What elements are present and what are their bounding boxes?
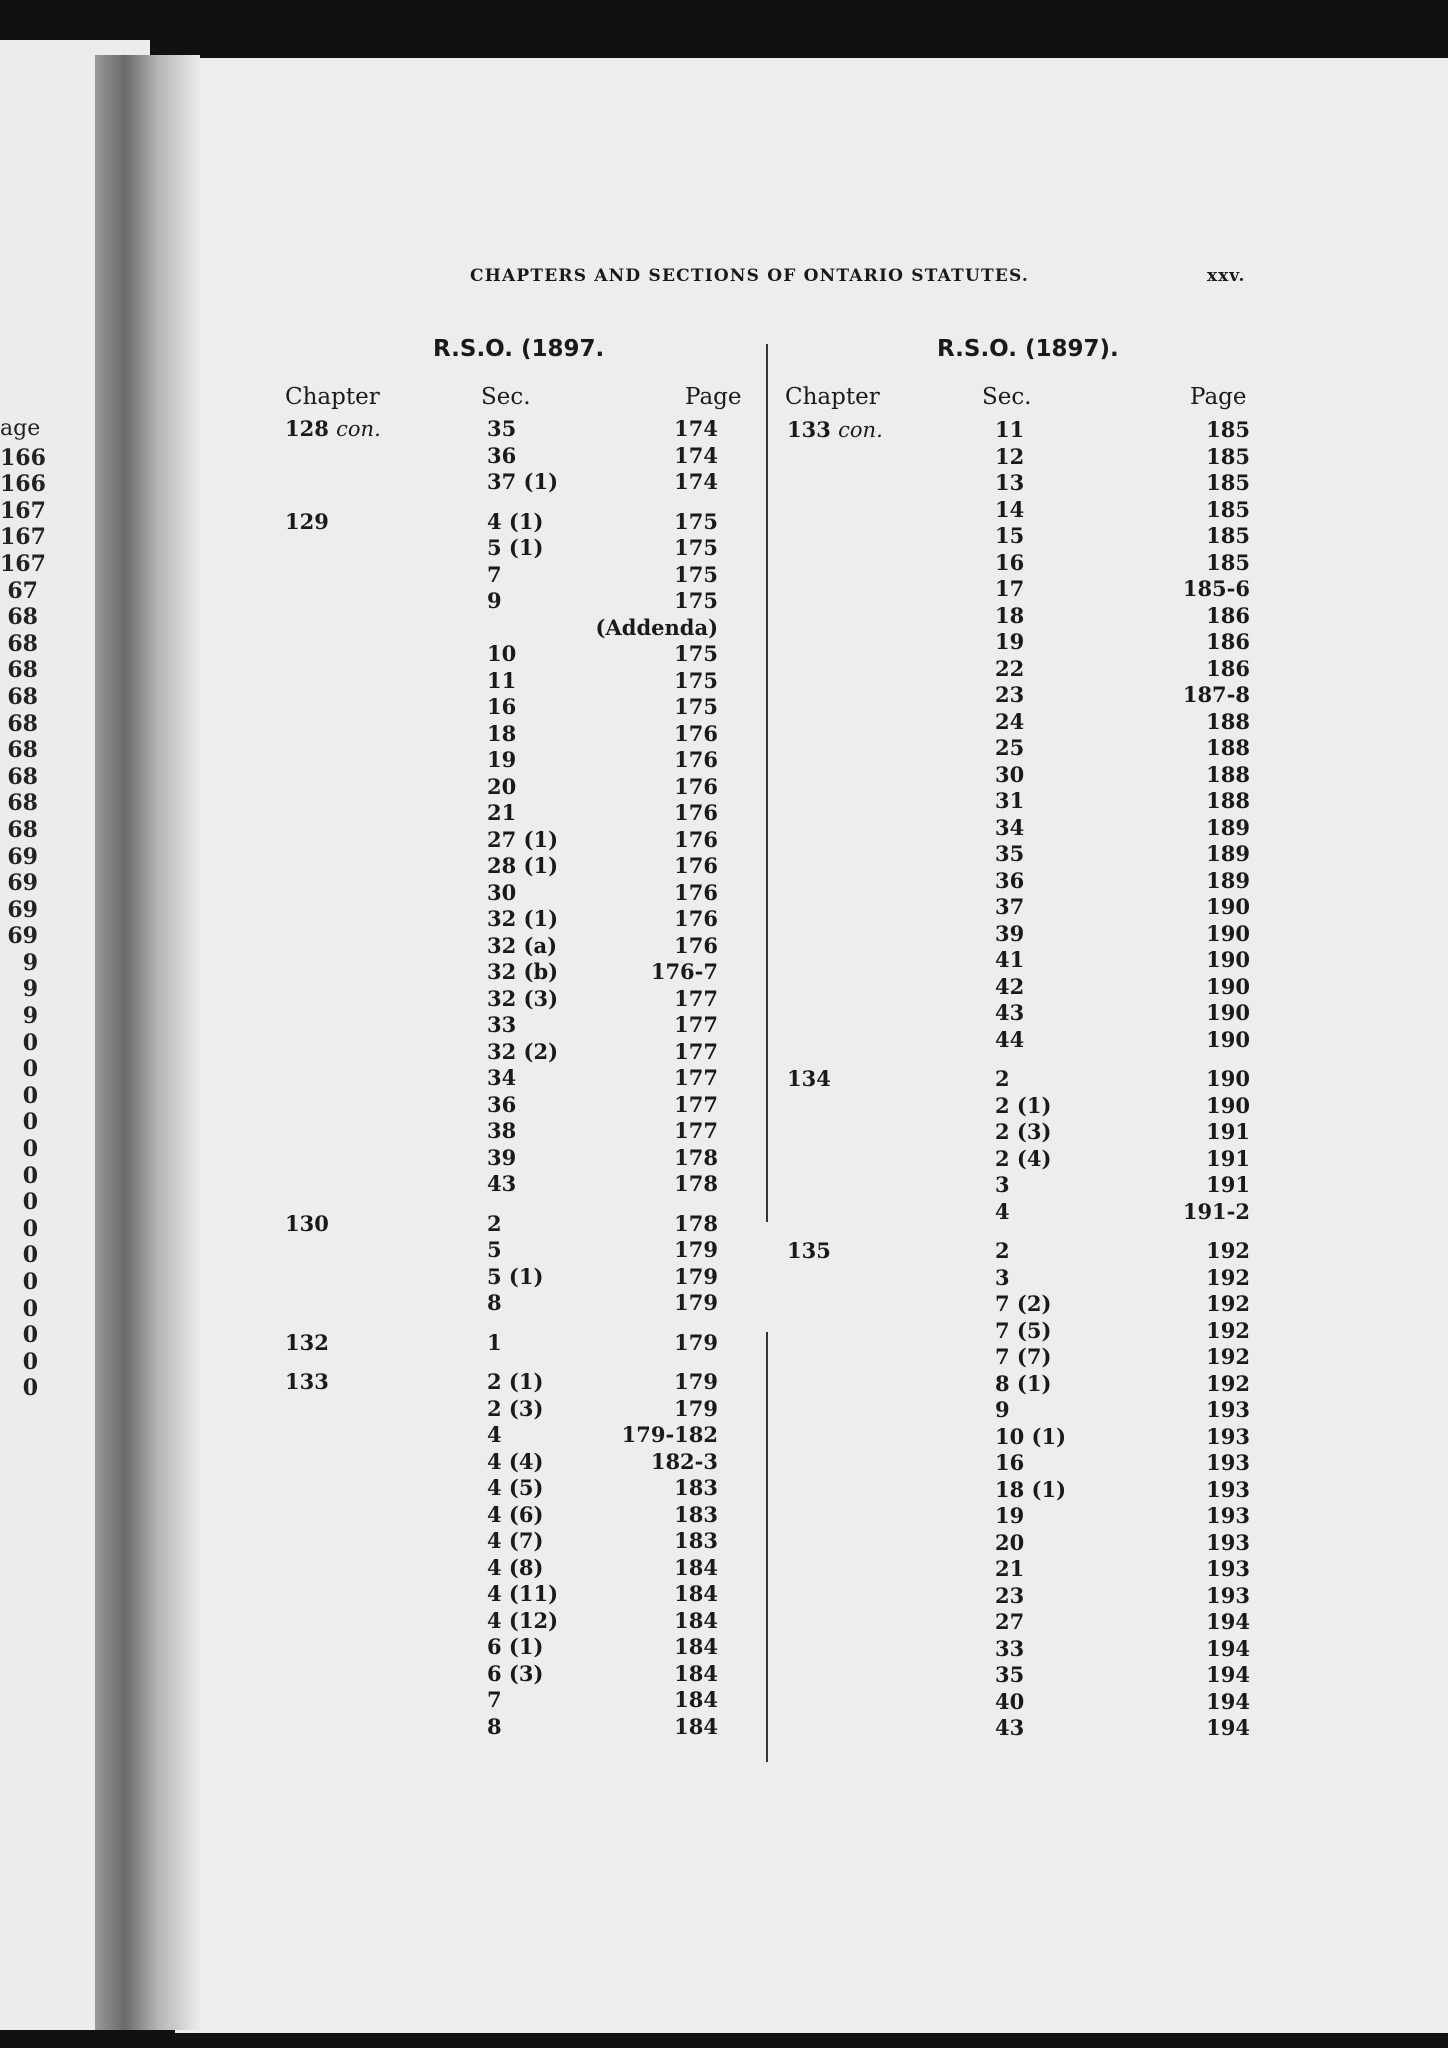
page-reference: 193	[1206, 1503, 1250, 1528]
page-reference: 185	[1206, 443, 1250, 469]
fragment-number: 0	[22, 1082, 38, 1109]
section-number: 7 (2)	[995, 1291, 1052, 1316]
section-number: 18 (1)	[995, 1476, 1067, 1502]
section-number: 43	[995, 1715, 1025, 1740]
page-reference: 190	[1206, 947, 1250, 972]
page-reference: 175	[674, 588, 718, 613]
section-number: 19	[487, 747, 517, 772]
page-reference: 186	[1206, 629, 1250, 654]
page-reference: 185	[1206, 549, 1250, 575]
facing-page-fragment	[0, 416, 46, 1402]
section-number: 4	[487, 1422, 502, 1447]
page-reference: 185-6	[1182, 576, 1250, 601]
section-number: 2	[487, 1210, 502, 1236]
fragment-number: 0	[22, 1242, 38, 1269]
fragment-number: 68	[7, 737, 38, 764]
section-number: 32 (a)	[487, 932, 558, 958]
page-reference: 194	[1206, 1688, 1250, 1714]
section-number: 4 (11)	[487, 1581, 559, 1606]
right-page-header: Page	[1190, 384, 1247, 410]
section-number: 5	[487, 1237, 502, 1262]
section-number: 35	[995, 841, 1025, 866]
page-reference: 194	[1206, 1662, 1250, 1687]
fragment-number: 68	[7, 683, 38, 710]
section-number: 8 (1)	[995, 1370, 1052, 1396]
page-reference: 183	[674, 1528, 718, 1553]
chapter-number: 132	[285, 1329, 329, 1355]
section-number: 7 (7)	[995, 1344, 1052, 1369]
section-number: 7	[487, 1687, 502, 1712]
section-number: 32 (3)	[487, 985, 559, 1011]
page-reference: 194	[1206, 1715, 1250, 1740]
page-reference: 184	[674, 1554, 718, 1580]
page-reference: 192	[1206, 1238, 1250, 1263]
page-reference: 188	[1206, 788, 1250, 813]
page-reference: 175	[674, 535, 718, 560]
fragment-number: 68	[7, 763, 38, 790]
fragment-number: 166	[0, 471, 46, 498]
section-number: 31	[995, 788, 1025, 813]
fragment-number: 0	[22, 1322, 38, 1349]
page-reference: 184	[674, 1581, 718, 1606]
fragment-number: 0	[22, 1295, 38, 1322]
page-reference: 177	[674, 1065, 718, 1090]
fragment-number: 9	[22, 1003, 38, 1030]
section-number: 12	[995, 443, 1025, 469]
fragment-number: 69	[7, 870, 38, 897]
section-number: 10	[487, 641, 517, 666]
page-reference: 179	[674, 1329, 718, 1355]
right-chapter-header: Chapter	[785, 384, 880, 410]
section-number: 11	[995, 417, 1025, 442]
fragment-number: 68	[7, 630, 38, 657]
section-number: 6 (1)	[487, 1634, 544, 1659]
page-reference: 192	[1206, 1344, 1250, 1369]
page-reference: 189	[1206, 867, 1250, 893]
section-number: 9	[995, 1397, 1010, 1422]
page-reference: 175	[674, 694, 718, 719]
section-number: 2	[995, 1066, 1010, 1091]
chapter-number: 133 con.	[787, 417, 883, 442]
section-number: 4 (1)	[487, 508, 544, 534]
page-number: xxv.	[1207, 266, 1246, 286]
page-reference: (Addenda)	[595, 614, 718, 640]
column-divider-break	[764, 1222, 770, 1332]
section-number: 44	[995, 1026, 1025, 1052]
section-number: 19	[995, 629, 1025, 654]
page-reference: 191-2	[1182, 1198, 1250, 1224]
fragment-number: 9	[22, 976, 38, 1003]
page-reference: 176	[674, 879, 718, 905]
page-reference: 179	[674, 1237, 718, 1262]
page-reference: 176	[674, 906, 718, 931]
fragment-number: 9	[22, 949, 38, 976]
section-number: 14	[995, 496, 1025, 522]
page-reference: 191	[1206, 1145, 1250, 1171]
section-number: 20	[995, 1529, 1025, 1555]
right-table-title: R.S.O. (1897).	[937, 336, 1119, 362]
page-reference: 175	[674, 508, 718, 534]
section-number: 3	[995, 1172, 1010, 1197]
page-reference: 177	[674, 985, 718, 1011]
chapter-number: 129	[285, 508, 329, 534]
section-number: 8	[487, 1713, 502, 1739]
page-reference: 177	[674, 1091, 718, 1117]
section-number: 3	[995, 1264, 1010, 1290]
fragment-number: 0	[22, 1056, 38, 1083]
fragment-number: 68	[7, 710, 38, 737]
page-reference: 184	[674, 1687, 718, 1712]
page-reference: 185	[1206, 417, 1250, 442]
running-head: CHAPTERS AND SECTIONS OF ONTARIO STATUTES.	[470, 266, 1029, 286]
section-number: 10 (1)	[995, 1423, 1067, 1449]
page-reference: 179-182	[621, 1422, 718, 1447]
fragment-number: 68	[7, 790, 38, 817]
page-reference: 189	[1206, 841, 1250, 866]
section-number: 16	[995, 1450, 1025, 1475]
section-number: 32 (b)	[487, 959, 559, 984]
fragment-number: 167	[0, 550, 46, 577]
section-number: 36	[487, 442, 517, 468]
page-reference: 191	[1206, 1172, 1250, 1197]
fragment-number: 0	[22, 1269, 38, 1295]
page-reference: 190	[1206, 920, 1250, 946]
page-reference: 177	[674, 1038, 718, 1064]
page-reference: 174	[674, 469, 718, 494]
section-number: 34	[995, 814, 1025, 840]
page-reference: 176	[674, 826, 718, 852]
page-reference: 192	[1206, 1291, 1250, 1316]
page-reference: 179	[674, 1395, 718, 1421]
page-reference: 185	[1206, 470, 1250, 495]
section-number: 43	[995, 1000, 1025, 1025]
page-reference: 183	[674, 1501, 718, 1527]
page-reference: 176	[674, 932, 718, 958]
section-number: 11	[487, 667, 517, 693]
chapter-number: 133	[285, 1369, 329, 1394]
section-number: 4 (4)	[487, 1448, 544, 1474]
page-reference: 188	[1206, 761, 1250, 787]
section-number: 4 (6)	[487, 1501, 544, 1527]
section-number: 2 (1)	[487, 1369, 544, 1394]
section-number: 25	[995, 735, 1025, 760]
section-number: 16	[995, 549, 1025, 575]
page-reference: 184	[674, 1660, 718, 1686]
left-section-header: Sec.	[481, 384, 531, 410]
section-number: 41	[995, 947, 1025, 972]
section-number: 4 (8)	[487, 1554, 544, 1580]
page-reference: 178	[674, 1171, 718, 1196]
page-reference: 185	[1206, 523, 1250, 548]
page-reference: 190	[1206, 1066, 1250, 1091]
fragment-number: 0	[22, 1215, 38, 1242]
page-reference: 174	[674, 416, 718, 441]
page-reference: 193	[1206, 1450, 1250, 1475]
section-number: 33	[995, 1635, 1025, 1661]
section-number: 33	[487, 1012, 517, 1037]
section-number: 17	[995, 576, 1025, 601]
page-reference: 179	[674, 1369, 718, 1394]
page-reference: 176	[674, 747, 718, 772]
section-number: 37	[995, 894, 1025, 919]
page-reference: 175	[674, 667, 718, 693]
section-number: 23	[995, 1582, 1025, 1608]
page-reference: 193	[1206, 1529, 1250, 1555]
page-reference: 191	[1206, 1119, 1250, 1144]
section-number: 4	[995, 1198, 1010, 1224]
section-number: 4 (7)	[487, 1528, 544, 1553]
page-reference: 177	[674, 1118, 718, 1143]
page-reference: 188	[1206, 735, 1250, 760]
chapter-number: 128 con.	[285, 416, 381, 441]
page-reference: 185	[1206, 496, 1250, 522]
left-chapter-header: Chapter	[285, 384, 380, 410]
section-number: 21	[995, 1556, 1025, 1581]
page-reference: 193	[1206, 1556, 1250, 1581]
page-reference: 190	[1206, 973, 1250, 999]
left-page-header: Page	[685, 384, 742, 410]
fragment-number: 69	[7, 896, 38, 923]
section-number: 5 (1)	[487, 535, 544, 560]
section-number: 2 (4)	[995, 1145, 1052, 1171]
fragment-number: 0	[22, 1162, 38, 1189]
section-number: 4 (12)	[487, 1607, 559, 1633]
fragment-header: age	[0, 416, 41, 441]
left-table-title: R.S.O. (1897.	[433, 336, 605, 362]
fragment-number: 0	[22, 1348, 38, 1375]
section-number: 9	[487, 588, 502, 613]
page-reference: 192	[1206, 1370, 1250, 1396]
section-number: 39	[995, 920, 1025, 946]
page-reference: 179	[674, 1263, 718, 1289]
page-reference: 184	[674, 1607, 718, 1633]
page-reference: 176	[674, 800, 718, 825]
page-reference: 182-3	[650, 1448, 718, 1474]
fragment-number: 167	[0, 497, 46, 524]
page-reference: 183	[674, 1475, 718, 1500]
page-reference: 190	[1206, 894, 1250, 919]
fragment-number: 0	[22, 1109, 38, 1136]
section-number: 42	[995, 973, 1025, 999]
section-number: 22	[995, 655, 1025, 681]
section-number: 34	[487, 1065, 517, 1090]
section-number: 27 (1)	[487, 826, 559, 852]
right-section-header: Sec.	[982, 384, 1032, 410]
fragment-number: 68	[7, 604, 38, 631]
section-number: 1	[487, 1329, 502, 1355]
section-number: 2 (3)	[487, 1395, 544, 1421]
fragment-number: 69	[7, 843, 38, 870]
section-number: 32 (2)	[487, 1038, 559, 1064]
page-reference: 192	[1206, 1317, 1250, 1343]
section-number: 6 (3)	[487, 1660, 544, 1686]
chapter-number: 130	[285, 1210, 329, 1236]
fragment-number: 68	[7, 816, 38, 843]
fragment-number: 0	[22, 1375, 38, 1402]
page-reference: 192	[1206, 1264, 1250, 1290]
page-reference: 188	[1206, 708, 1250, 734]
page-reference: 186	[1206, 602, 1250, 628]
fragment-number: 68	[7, 657, 38, 684]
section-number: 30	[487, 879, 517, 905]
page-reference: 193	[1206, 1476, 1250, 1502]
section-number: 39	[487, 1144, 517, 1170]
section-number: 8	[487, 1290, 502, 1315]
fragment-number: 0	[22, 1029, 38, 1056]
page-reference: 176	[674, 853, 718, 878]
page-reference: 189	[1206, 814, 1250, 840]
fragment-number: 0	[22, 1189, 38, 1216]
section-number: 4 (5)	[487, 1475, 544, 1500]
page-reference: 177	[674, 1012, 718, 1037]
section-number: 23	[995, 682, 1025, 707]
page-reference: 176	[674, 720, 718, 746]
chapter-number: 135	[787, 1238, 831, 1263]
section-number: 38	[487, 1118, 517, 1143]
section-number: 32 (1)	[487, 906, 559, 931]
fragment-number: 67	[7, 577, 38, 604]
section-number: 18	[487, 720, 517, 746]
page-reference: 194	[1206, 1609, 1250, 1634]
fragment-number: 166	[0, 444, 46, 471]
section-number: 37 (1)	[487, 469, 559, 494]
page-reference: 184	[674, 1713, 718, 1739]
section-number: 18	[995, 602, 1025, 628]
page-reference: 190	[1206, 1092, 1250, 1118]
page-reference: 187-8	[1182, 682, 1250, 707]
section-number: 19	[995, 1503, 1025, 1528]
section-number: 2	[995, 1238, 1010, 1263]
page-reference: 193	[1206, 1423, 1250, 1449]
chapter-number: 134	[787, 1066, 831, 1091]
page-reference: 179	[674, 1290, 718, 1315]
book-gutter	[95, 55, 200, 2030]
fragment-number: 69	[7, 923, 38, 950]
section-number: 13	[995, 470, 1025, 495]
section-number: 7 (5)	[995, 1317, 1052, 1343]
section-number: 27	[995, 1609, 1025, 1634]
section-number: 16	[487, 694, 517, 719]
section-number: 15	[995, 523, 1025, 548]
fragment-number: 167	[0, 524, 46, 551]
section-number: 36	[487, 1091, 517, 1117]
section-number: 30	[995, 761, 1025, 787]
section-number: 24	[995, 708, 1025, 734]
page-reference: 175	[674, 641, 718, 666]
section-number: 2 (1)	[995, 1092, 1052, 1118]
book-page	[175, 58, 1448, 2033]
page-reference: 194	[1206, 1635, 1250, 1661]
fragment-number: 0	[22, 1136, 38, 1163]
page-reference: 184	[674, 1634, 718, 1659]
section-number: 35	[995, 1662, 1025, 1687]
section-number: 43	[487, 1171, 517, 1196]
section-number: 5 (1)	[487, 1263, 544, 1289]
section-number: 40	[995, 1688, 1025, 1714]
page-reference: 178	[674, 1210, 718, 1236]
page-reference: 176	[674, 773, 718, 799]
section-number: 21	[487, 800, 517, 825]
section-number: 20	[487, 773, 517, 799]
page-reference: 186	[1206, 655, 1250, 681]
section-number: 36	[995, 867, 1025, 893]
page-reference: 178	[674, 1144, 718, 1170]
page-reference: 190	[1206, 1000, 1250, 1025]
section-number: 2 (3)	[995, 1119, 1052, 1144]
section-number: 35	[487, 416, 517, 441]
page-reference: 190	[1206, 1026, 1250, 1052]
page-reference: 193	[1206, 1397, 1250, 1422]
column-divider	[766, 344, 768, 1762]
section-number: 7	[487, 561, 502, 587]
page-reference: 174	[674, 442, 718, 468]
section-number: 28 (1)	[487, 853, 559, 878]
page-reference: 193	[1206, 1582, 1250, 1608]
page-reference: 176-7	[650, 959, 718, 984]
page-reference: 175	[674, 561, 718, 587]
